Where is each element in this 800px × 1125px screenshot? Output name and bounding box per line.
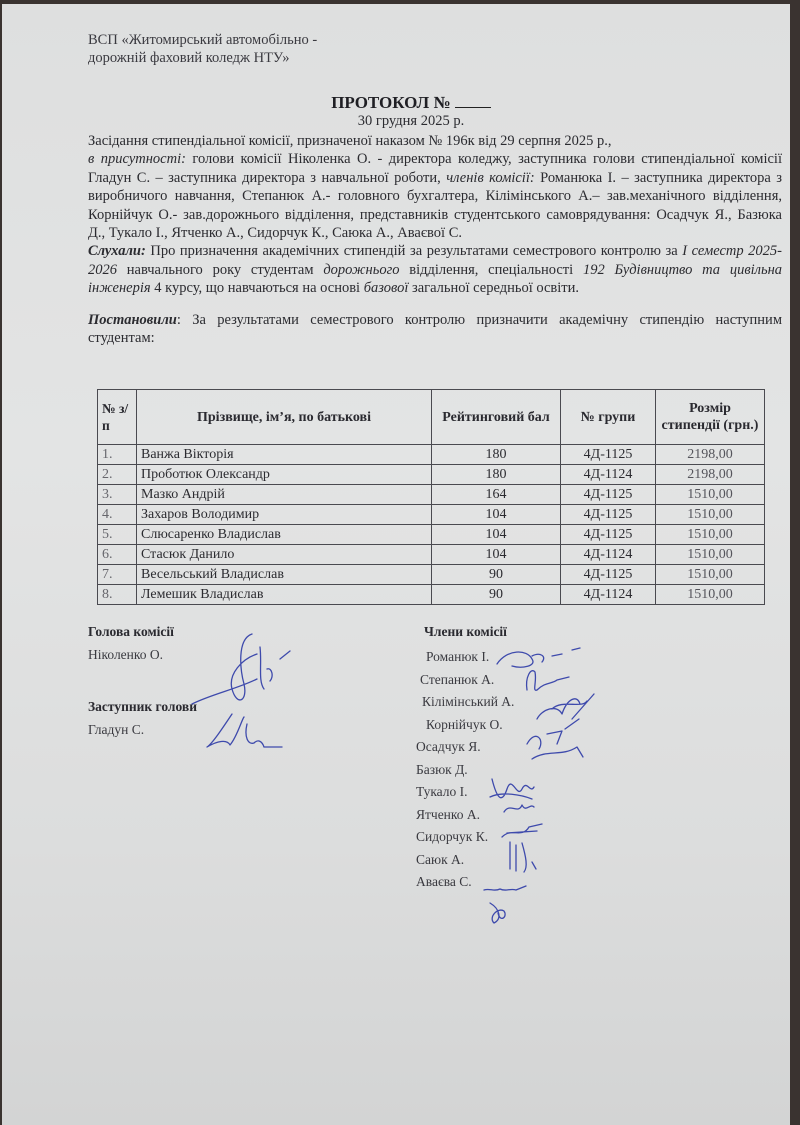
chair-signature: [182, 629, 292, 709]
resolved-text: : За результатами семестрового контролю призначити академічну стипендію наступним студентам:: [88, 311, 782, 347]
table-row: [98, 585, 765, 605]
heard-text: Про призначення академічних стипендій за результатами семестрового контролю за: [145, 243, 683, 260]
heard-label: Слухали:: [88, 243, 146, 260]
row-number: 4.: [98, 505, 137, 525]
row-number: 2.: [98, 465, 137, 485]
heard-text: 4 курсу, що навчаються на основі: [150, 280, 364, 297]
scholarship-amount: 1510,00: [656, 585, 765, 605]
document-page: [2, 4, 790, 1125]
protocol-number-blank: [455, 95, 491, 108]
row-number: 8.: [98, 585, 137, 605]
member-signature: [480, 880, 530, 898]
student-name: Ванжа Вікторія: [137, 445, 432, 465]
protocol-title-text: ПРОТОКОЛ №: [331, 93, 451, 112]
table-row: [98, 465, 765, 485]
chair-label: Голова комісії: [88, 624, 174, 639]
row-number: 5.: [98, 525, 137, 545]
row-number: 7.: [98, 565, 137, 585]
deputy-name: Гладун С.: [88, 722, 145, 737]
semester: І семестр 2025-2026: [88, 243, 782, 278]
group-number: 4Д-1124: [561, 545, 656, 565]
scholarship-amount: 2198,00: [656, 465, 765, 485]
deputy-signature: [202, 709, 292, 754]
group-number: 4Д-1124: [561, 585, 656, 605]
heard-text: загальної середньої освіти.: [408, 280, 579, 297]
scholarship-amount: 1510,00: [656, 505, 765, 525]
header-score: Рейтинговий бал: [432, 390, 561, 445]
member-name: Тукало І.: [416, 784, 468, 799]
education-base: базової: [363, 280, 409, 297]
member-signature: [500, 797, 540, 819]
resolved-paragraph: [88, 311, 782, 348]
member-name: Кілімінський А.: [422, 694, 515, 709]
rating-score: 164: [432, 485, 561, 505]
table-row: [98, 525, 765, 545]
scholarship-table: [97, 389, 765, 605]
table-row: [98, 445, 765, 465]
rating-score: 104: [432, 505, 561, 525]
row-number: 1.: [98, 445, 137, 465]
scholarship-amount: 1510,00: [656, 485, 765, 505]
meeting-line: Засідання стипендіальної комісії, призначеної наказом № 196к від 29 серпня 2025 р.,: [88, 133, 612, 149]
present-text: голови комісії Ніколенка О. - директора коледжу, заступника голови стипендіальної комісії Гладун С. – заступника директора з навчальної роботи,: [88, 151, 782, 186]
header-name: Прізвище, ім’я, по батькові: [137, 390, 432, 445]
protocol-date: 30 грудня 2025 р.: [357, 113, 465, 129]
member-name: Степанюк А.: [420, 671, 495, 687]
member-signature: [484, 899, 514, 927]
group-number: 4Д-1125: [561, 565, 656, 585]
group-number: 4Д-1125: [561, 485, 656, 505]
member-name: Базюк Д.: [416, 761, 468, 777]
heard-text: навчального року студентам: [117, 261, 324, 278]
specialty: 192 Будівництво та цивільна інженерія: [88, 261, 783, 297]
student-name: Стасюк Данило: [137, 545, 432, 565]
rating-score: 104: [432, 545, 561, 565]
member-name: Ятченко А.: [416, 806, 481, 822]
heard-paragraph: [88, 242, 782, 297]
header-number: № з/п: [98, 390, 137, 445]
table-row: [98, 485, 765, 505]
member-name: Корнійчук О.: [426, 716, 503, 732]
member-name: Аваєва С.: [416, 874, 472, 889]
department: дорожнього: [323, 261, 400, 278]
organization-name: [88, 31, 317, 67]
student-name: Весельський Владислав: [137, 565, 432, 585]
group-number: 4Д-1124: [561, 465, 656, 485]
row-number: 3.: [98, 485, 137, 505]
header-amount: Розмір стипендії (грн.): [656, 390, 765, 445]
members-label: членів комісії:: [446, 169, 535, 186]
heard-text: відділення, спеціальності: [399, 261, 583, 278]
resolved-label: Постановили: [88, 311, 177, 328]
members-label: Члени комісії: [424, 624, 507, 639]
header-group: № групи: [561, 390, 656, 445]
scholarship-amount: 2198,00: [656, 445, 765, 465]
member-name: Сидорчук К.: [416, 829, 489, 844]
group-number: 4Д-1125: [561, 445, 656, 465]
rating-score: 180: [432, 445, 561, 465]
intro-paragraph: [88, 132, 782, 242]
deputy-label: Заступник голови: [88, 699, 197, 714]
table-row: [98, 545, 765, 565]
scholarship-amount: 1510,00: [656, 525, 765, 545]
member-name: Романюк І.: [426, 649, 490, 664]
table-header-row: [98, 390, 765, 445]
member-signature: [502, 837, 542, 877]
scholarship-amount: 1510,00: [656, 565, 765, 585]
rating-score: 90: [432, 585, 561, 605]
group-number: 4Д-1125: [561, 505, 656, 525]
rating-score: 90: [432, 565, 561, 585]
organization-line-2: дорожній фаховий коледж НТУ»: [88, 50, 290, 66]
row-number: 6.: [98, 545, 137, 565]
student-name: Слюсаренко Владислав: [137, 525, 432, 545]
member-name: Саюк А.: [416, 851, 465, 867]
protocol-title: [2, 93, 790, 113]
scholarship-amount: 1510,00: [656, 545, 765, 565]
organization-line-1: ВСП «Житомирський автомобільно -: [88, 32, 318, 48]
present-label: в присутності:: [88, 151, 186, 168]
student-name: Захаров Володимир: [137, 505, 432, 525]
student-name: Мазко Андрій: [137, 485, 432, 505]
table-row: [98, 505, 765, 525]
student-name: Лемешик Владислав: [137, 585, 432, 605]
rating-score: 104: [432, 525, 561, 545]
member-name: Осадчук Я.: [416, 739, 481, 754]
table-row: [98, 565, 765, 585]
student-name: Проботюк Олександр: [137, 465, 432, 485]
group-number: 4Д-1125: [561, 525, 656, 545]
members-text: Романюка І. – заступника директора з виробничого навчання, Степанюк А.- головного бухгалтера, Кілімінського А.– зав.механічного відділення, Корнійчук О.- зав.дорожнього відділення, представників студентського самоврядування: Осадчук Я., Базюка Д., Тукало І., Ятченко А., Сидорчук К., Саюка А., Аваєвої С.: [88, 169, 782, 242]
member-signature: [517, 719, 587, 764]
chair-name: Ніколенко О.: [88, 647, 164, 662]
rating-score: 180: [432, 465, 561, 485]
protocol-body: [88, 132, 782, 347]
